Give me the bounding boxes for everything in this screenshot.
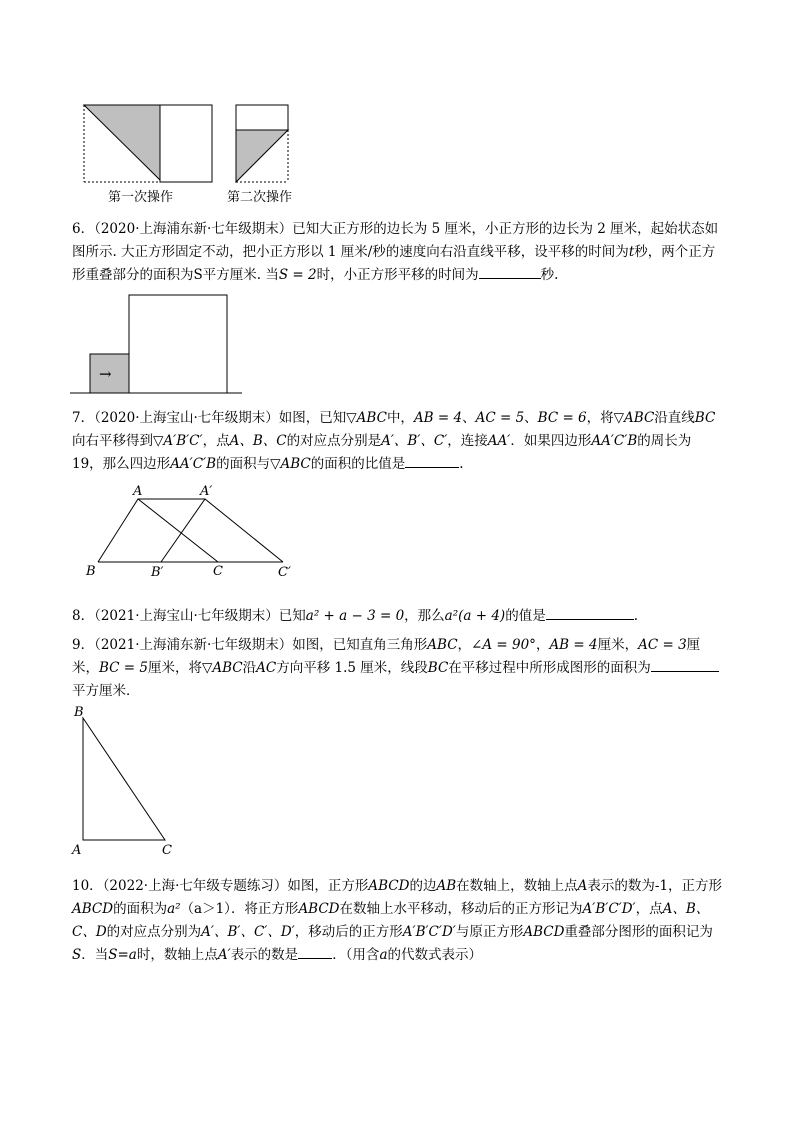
right-triangle-figure [70, 700, 190, 860]
question-7: 7．（2020·上海宝山·七年级期末）如图，已知▽ABC中，AB = 4、AC = 5、BC = 6，将▽ABC沿直线BC向右平移得到▽A′B′C′，点A、B、C的对应点分别是A′、B′、C′，连接AA′．如果四边形AA′C′B的周长为 19，那么四边形AA′C′B的面积与▽ABC的面积的比值是 . [72, 410, 716, 472]
caption-second-operation: 第二次操作 [227, 190, 293, 205]
right-arrow-icon: → [99, 365, 112, 383]
label-B-prime: B′ [151, 565, 164, 580]
label-C-prime: C′ [278, 565, 291, 580]
question-6: 6．（2020·上海浦东新·七年级期末）已知大正方形的边长为 5 厘米，小正方形的边长为 2 厘米，起始状态如图所示. 大正方形固定不动，把小正方形以 1 厘米/秒的速度向右沿直线平移，设平移的时间为t秒，两个正方形重叠部分的面积为S平方厘米. 当S = 2时，小正方形平移的时间为 秒. [72, 221, 719, 283]
question-8: 8．（2021·上海宝山·七年级期末）已知a² + a − 3 = 0，那么a²(a + 4)的值是 . [72, 605, 724, 628]
label-A: A [72, 843, 82, 858]
fold-operation-figure [76, 100, 326, 190]
translation-figure [80, 482, 310, 580]
question-9: 9．（2021·上海浦东新·七年级期末）如图，已知直角三角形ABC，∠A = 90°，AB = 4厘米，AC = 3厘米，BC = 5厘米，将▽ABC沿AC方向平移 1.5 厘米，线段BC在平移过程中所形成图形的面积为平方厘米． [72, 634, 724, 703]
caption-first-operation: 第一次操作 [108, 190, 174, 205]
label-B: B [86, 564, 96, 579]
label-C: C [213, 564, 223, 579]
question-10: 10．（2022·上海·七年级专题练习）如图，正方形ABCD的边AB在数轴上，数轴上点A表示的数为-1，正方形ABCD的面积为a²（a＞1）．将正方形ABCD在数轴上水平移动，移动后的正方形记为A′B′C′D′，点A、B、C、D的对应点分别为A′、B′、C′、D′，移动后的正方形A′B′C′D′与原正方形ABCD重叠部分图形的面积记为S．当S=a时，数轴上点A′表示的数是 ．（用含a的代数式表示） [72, 878, 723, 963]
label-C: C [162, 843, 172, 858]
answer-blank-q7[interactable] [405, 453, 459, 468]
answer-blank-q6[interactable] [479, 264, 541, 279]
label-B: B [74, 705, 84, 720]
answer-blank-q9[interactable] [651, 657, 719, 672]
label-A: A [133, 484, 143, 499]
answer-blank-q10[interactable] [298, 944, 332, 959]
second-operation-diagram [236, 105, 288, 182]
label-A-prime: A′ [200, 484, 213, 499]
answer-blank-q8[interactable] [546, 605, 634, 620]
squares-figure [70, 290, 250, 400]
first-operation-diagram [84, 105, 212, 182]
